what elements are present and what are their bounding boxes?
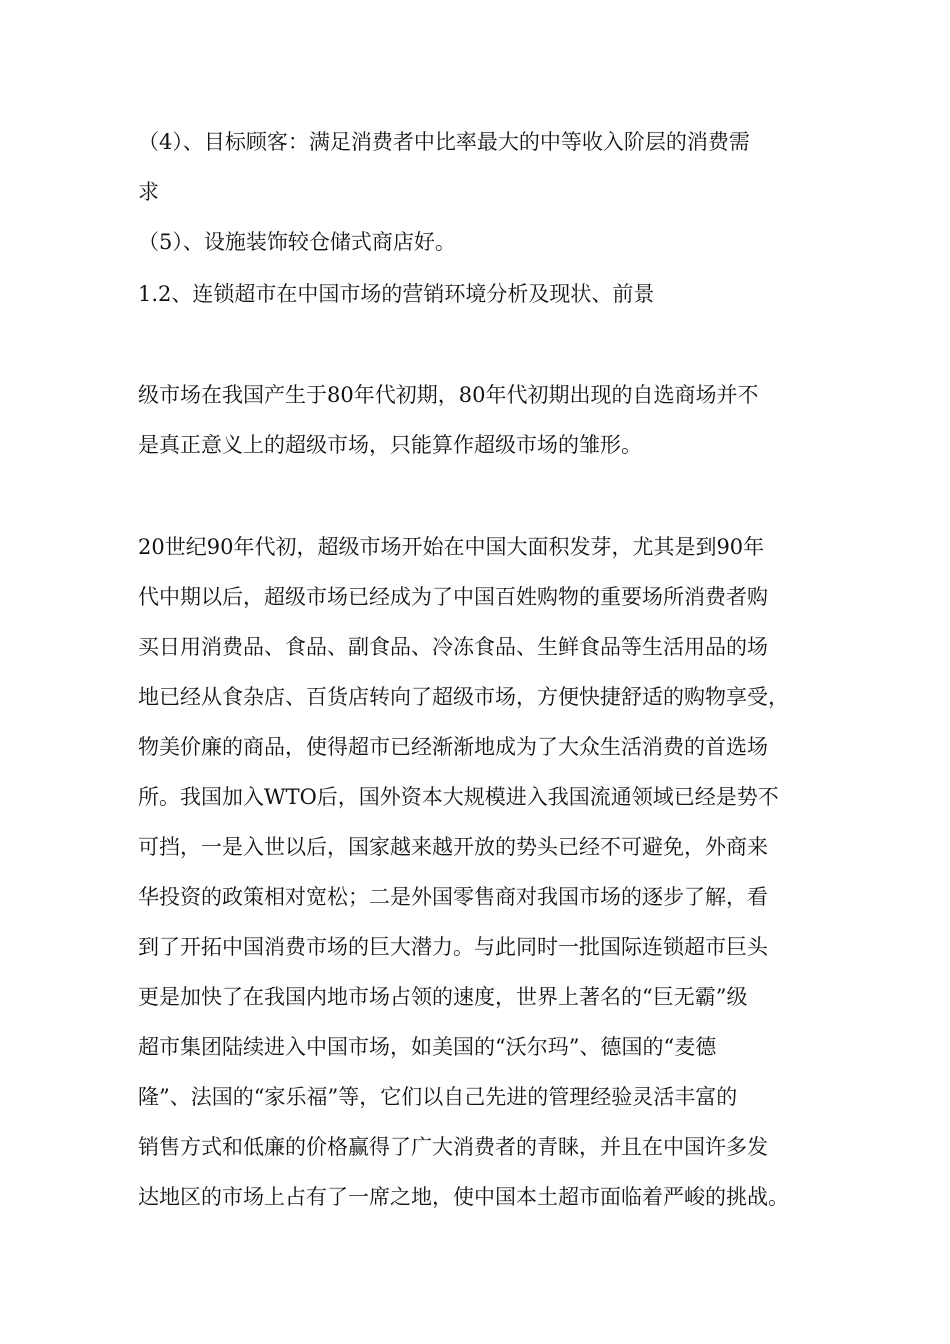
facility-decoration-item: （5）、设施装饰较仓储式商店好。 (138, 230, 456, 254)
para2-line: 华投资的政策相对宽松；二是外国零售商对我国市场的逐步了解，看 (138, 885, 768, 909)
section-heading-1-2: 1.2、连锁超市在中国市场的营销环境分析及现状、前景 (138, 282, 655, 306)
para2-line: 买日用消费品、食品、副食品、冷冻食品、生鲜食品等生活用品的场 (138, 635, 768, 659)
para1-line-1: 级市场在我国产生于80年代初期，80年代初期出现的自选商场并不 (138, 383, 759, 407)
para2-line: 代中期以后，超级市场已经成为了中国百姓购物的重要场所消费者购 (138, 585, 768, 609)
para2-line: 到了开拓中国消费市场的巨大潜力。与此同时一批国际连锁超市巨头 (138, 935, 768, 959)
target-customer-line-1: （4）、目标顾客：满足消费者中比率最大的中等收入阶层的消费需 (138, 130, 750, 154)
target-customer-line-2: 求 (138, 180, 159, 204)
para2-line: 所。我国加入WTO后，国外资本大规模进入我国流通领域已经是势不 (138, 785, 779, 809)
para2-line: 超市集团陆续进入中国市场，如美国的“沃尔玛”、德国的“麦德 (138, 1035, 717, 1059)
para2-line: 销售方式和低廉的价格赢得了广大消费者的青睐，并且在中国许多发 (138, 1135, 768, 1159)
para2-line: 隆”、法国的“家乐福”等，它们以自己先进的管理经验灵活丰富的 (138, 1085, 738, 1109)
para2-line: 地已经从食杂店、百货店转向了超级市场，方便快捷舒适的购物享受， (138, 685, 789, 709)
para2-line: 达地区的市场上占有了一席之地，使中国本土超市面临着严峻的挑战。 (138, 1185, 789, 1209)
para1-line-2: 是真正意义上的超级市场，只能算作超级市场的雏形。 (138, 433, 642, 457)
para2-line: 可挡，一是入世以后，国家越来越开放的势头已经不可避免，外商来 (138, 835, 768, 859)
para2-line: 更是加快了在我国内地市场占领的速度，世界上著名的“巨无霸”级 (138, 985, 748, 1009)
para2-line: 物美价廉的商品，使得超市已经渐渐地成为了大众生活消费的首选场 (138, 735, 768, 759)
para2-line: 20世纪90年代初，超级市场开始在中国大面积发芽，尤其是到90年 (138, 535, 765, 559)
